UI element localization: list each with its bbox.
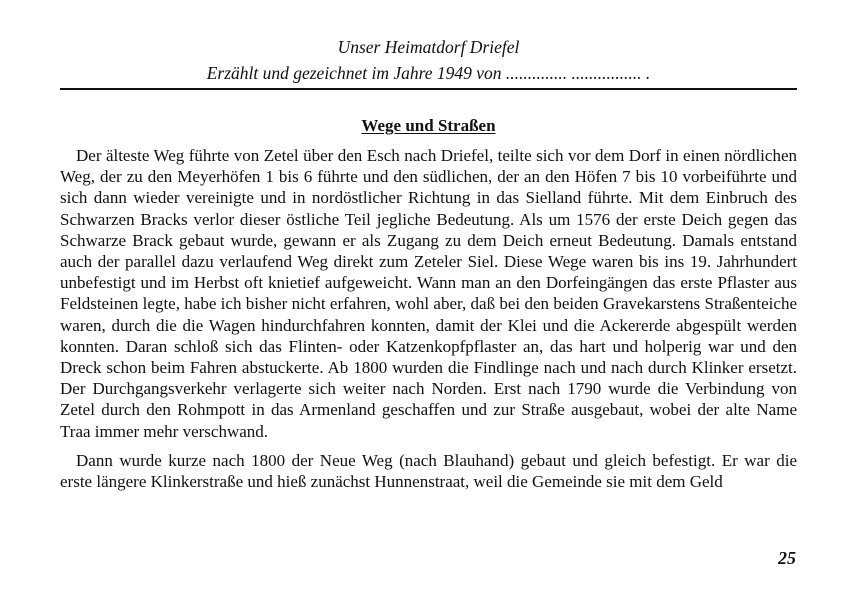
body-text	[60, 145, 797, 492]
header-divider	[60, 88, 797, 90]
running-header	[60, 34, 797, 86]
section-title: Wege und Straßen	[361, 116, 496, 135]
paragraph: Dann wurde kurze nach 1800 der Neue Weg (nach Blauhand) gebaut und gleich befestigt. Er war die erste längere Klinkerstraße und hieß zunächst Hunnenstraat, weil die Gemeinde sie mit dem Geld	[60, 450, 797, 492]
paragraph: Der älteste Weg führte von Zetel über den Esch nach Driefel, teilte sich vor dem Dorf in einen nördlichen Weg, der zu den Meyerhöfen 1 bis 6 führte und den südlichen, der an den Höfen 7 bis 10 vorbeiführte und sich dann wieder vereinigte und in nordöstlicher Richtung in das Sielland führte. Mit dem Einbruch des Schwarzen Bracks verlor dieser östliche Teil jegliche Bedeutung. Als um 1576 der erste Deich gegen das Schwarze Brack gebaut wurde, gewann er als Zugang zu dem Deich erneut Bedeutung. Damals entstand auch der parallel dazu verlaufend Weg direkt zum Zeteler Siel. Diese Wege waren bis ins 19. Jahrhundert unbefestigt und im Herbst oft knietief aufgeweicht. Wann man an den Dorfeingängen das erste Pflaster aus Feldsteinen legte, habe ich bisher nicht erfahren, wohl aber, daß bei den beiden Gravekarstens Straßenteiche waren, durch die die Wagen hindurchfahren konnten, damit der Klei und die Ackererde abgespült werden konnten. Daran schloß sich das Flinten- oder Katzenkopfpflaster an, das hart und holperig war und den Dreck schon beim Fahren abstuckerte. Ab 1800 wurden die Findlinge nach und nach durch Klinker ersetzt. Der Durchgangsverkehr verlagerte sich weiter nach Norden. Erst nach 1790 wurde die Verbindung von Zetel durch den Rohmpott in das Armenland geschaffen und zur Straße ausgebaut, wobei der alte Name Traa immer mehr verschwand.	[60, 146, 797, 441]
header-subtitle: Erzählt und gezeichnet im Jahre 1949 von .............. ................ .	[206, 63, 651, 83]
page-number: 25	[778, 548, 796, 568]
header-title: Unser Heimatdorf Driefel	[337, 37, 520, 57]
